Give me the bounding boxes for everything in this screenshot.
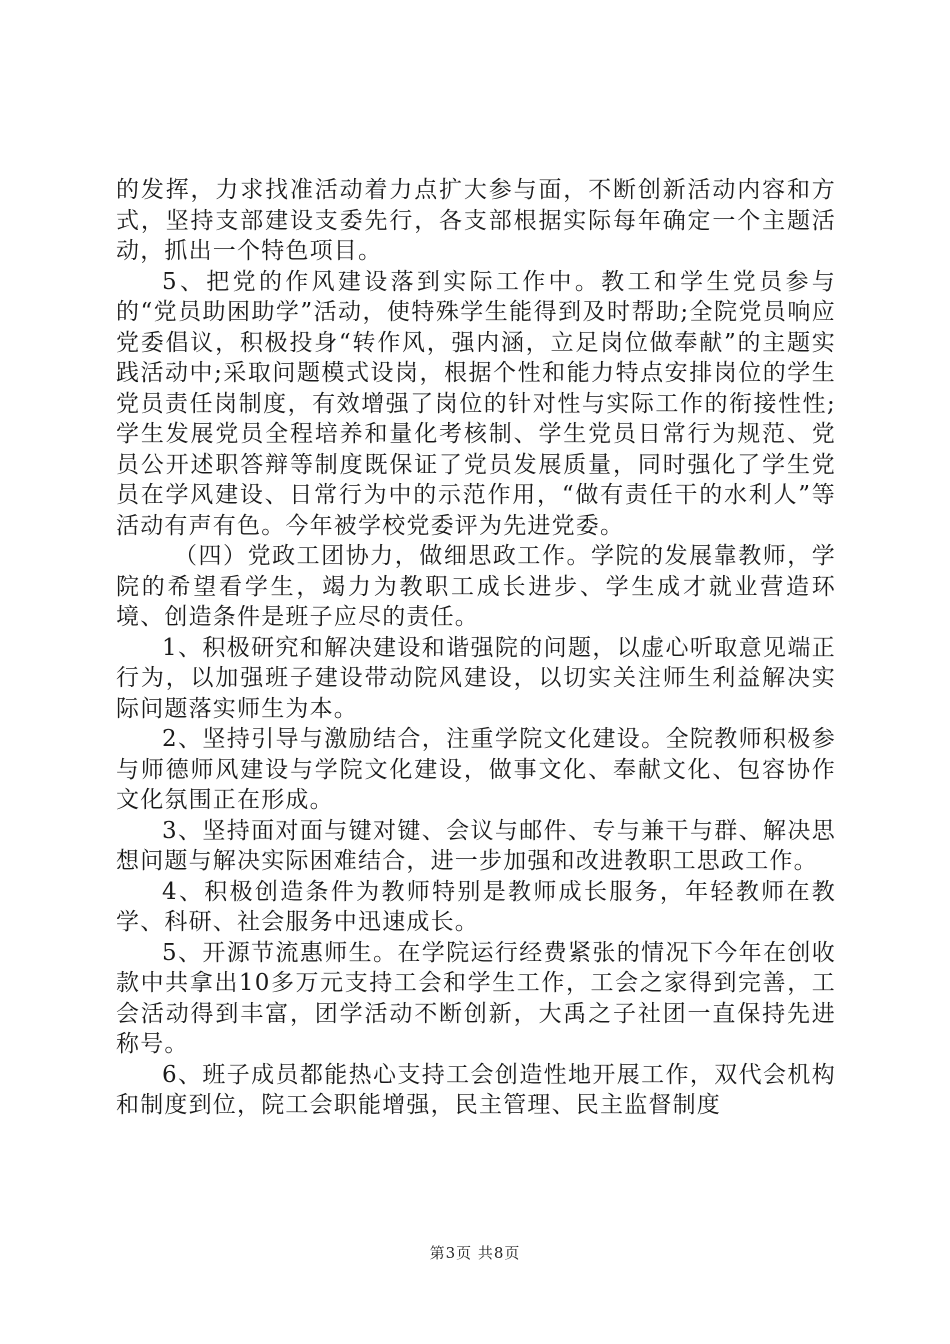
paragraph-item-6: 6、班子成员都能热心支持工会创造性地开展工作，双代会机构和制度到位，院工会职能增强，民主管理、民主监督制度 <box>116 1061 836 1118</box>
paragraph-continuation: 的发挥，力求找准活动着力点扩大参与面，不断创新活动内容和方式，坚持支部建设支委先行，各支部根据实际每年确定一个主题活动，抓出一个特色项目。 <box>116 177 836 264</box>
paragraph-item-1: 1、积极研究和解决建设和谐强院的问题，以虚心听取意见端正行为，以加强班子建设带动院风建设，以切实关注师生利益解决实际问题落实师生为本。 <box>116 634 836 722</box>
paragraph-item-5-party-style: 5、把党的作风建设落到实际工作中。教工和学生党员参与的“党员助困助学”活动，使特殊学生能得到及时帮助;全院党员响应党委倡议，积极投身“转作风，强内涵，立足岗位做奉献”的主题实践活动中;采取问题模式设岗，根据个性和能力特点安排岗位的学生党员责任岗制度，有效增强了岗位的针对性与实际工作的衔接性性;学生发展党员全程培养和量化考核制、学生党员日常行为规范、党员公开述职答辩等制度既保证了党员发展质量，同时强化了学生党员在学风建设、日常行为中的示范作用，“做有责任干的水利人”等活动有声有色。今年被学校党委评为先进党委。 <box>116 268 836 539</box>
paragraph-item-3: 3、坚持面对面与键对键、会议与邮件、专与兼干与群、解决思想问题与解决实际困难结合，进一步加强和改进教职工思政工作。 <box>116 817 836 874</box>
page-number-footer: 第3页 共8页 <box>429 1244 521 1262</box>
paragraph-section-4-heading: （四）党政工团协力，做细思政工作。学院的发展靠教师，学院的希望看学生，竭力为教职工成长进步、学生成才就业营造环境、创造条件是班子应尽的责任。 <box>116 543 836 630</box>
document-body <box>116 175 836 1121</box>
paragraph-item-2: 2、坚持引导与激励结合，注重学院文化建设。全院教师积极参与师德师风建设与学院文化建设，做事文化、奉献文化、包容协作文化氛围正在形成。 <box>116 726 836 813</box>
paragraph-item-4: 4、积极创造条件为教师特别是教师成长服务，年轻教师在教学、科研、社会服务中迅速成长。 <box>116 878 836 935</box>
paragraph-item-5-funding: 5、开源节流惠师生。在学院运行经费紧张的情况下今年在创收款中共拿出10多万元支持工会和学生工作，工会之家得到完善，工会活动得到丰富，团学活动不断创新，大禹之子社团一直保持先进称号。 <box>116 939 836 1057</box>
